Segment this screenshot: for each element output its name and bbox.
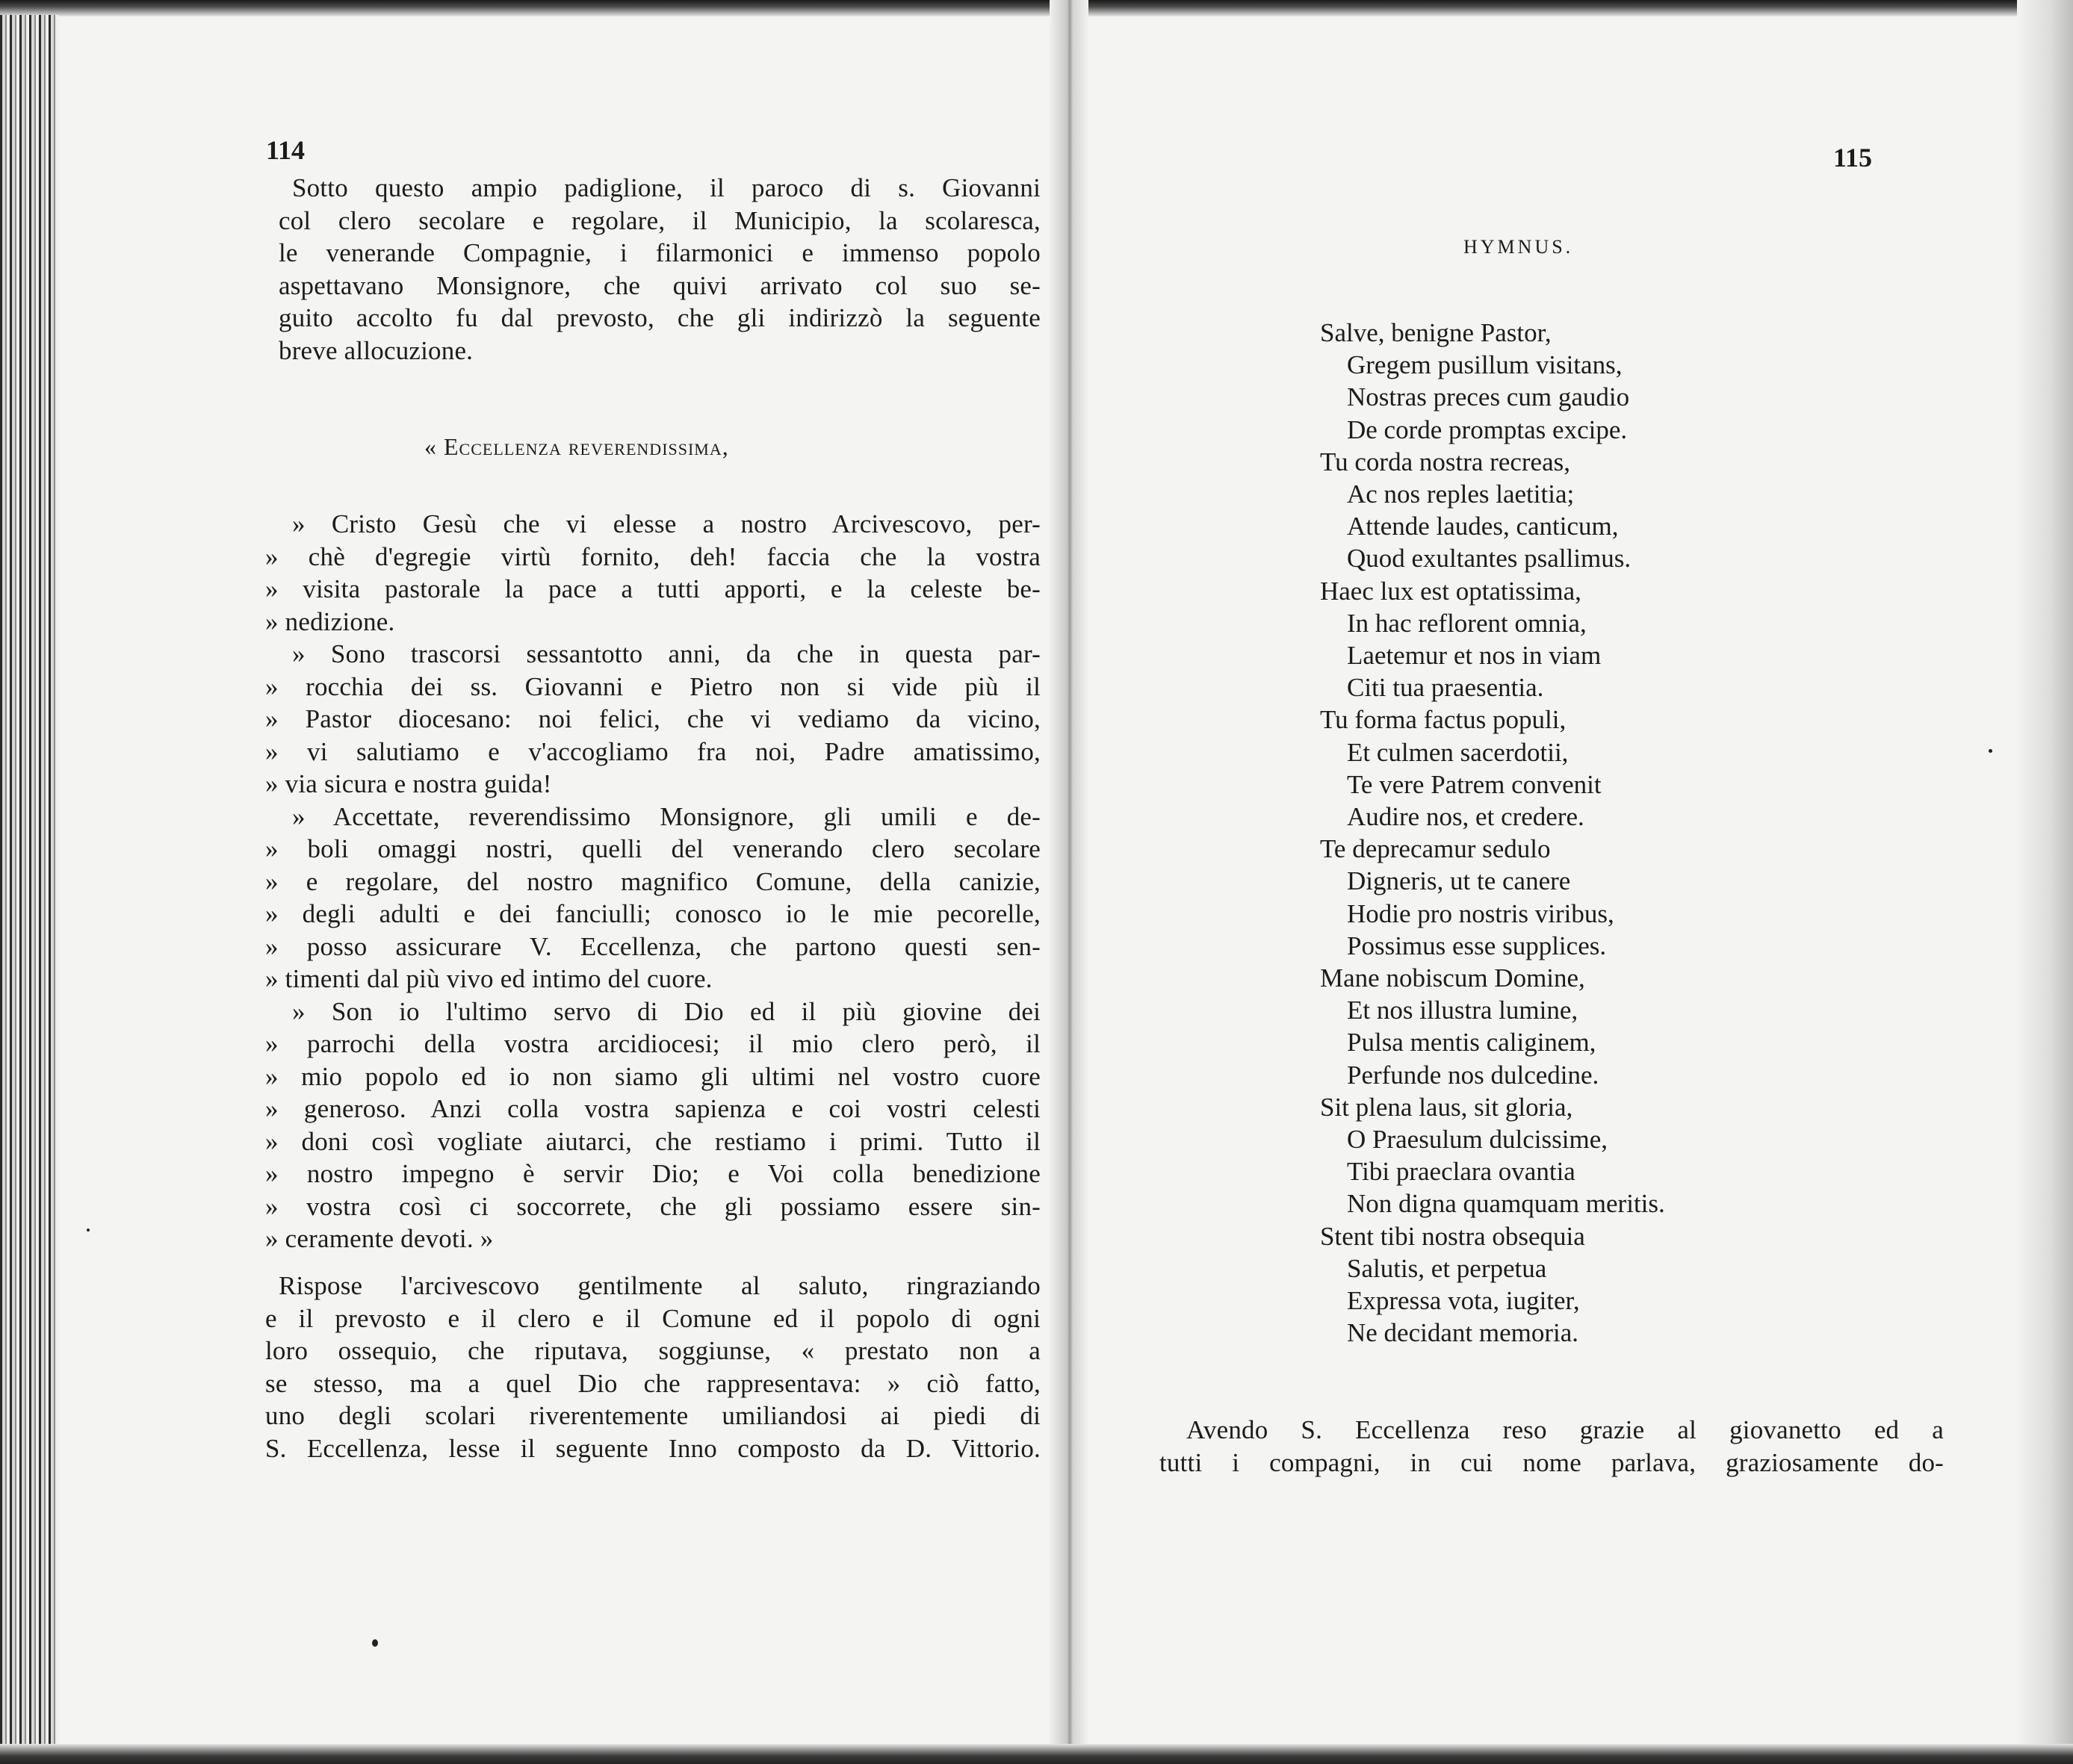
hymn-line: Salve, benigne Pastor, <box>1320 318 1552 347</box>
hymn-line: Ac nos reples laetitia; <box>1347 479 1575 509</box>
hymn-line: Expressa vota, iugiter, <box>1347 1286 1580 1316</box>
ink-speck <box>1989 749 1992 753</box>
text-line: e il prevosto e il clero e il Comune ed il popolo di ogni <box>265 1303 1041 1333</box>
hymn-line: Laetemur et nos in viam <box>1347 641 1602 671</box>
ink-speck <box>372 1639 378 1647</box>
text-line: » ceramente devoti. » <box>265 1224 494 1253</box>
text-line: » mio popolo ed io non siamo gli ultimi nel vostro cuore <box>265 1061 1041 1091</box>
text-line: » chè d'egregie virtù fornito, deh! faccia che la vostra <box>265 541 1041 571</box>
text-line: » vostra così ci soccorrete, che gli possiamo essere sin- <box>265 1191 1041 1221</box>
hymn-line: Tu corda nostra recreas, <box>1320 447 1570 476</box>
hymn-verses <box>1320 317 1665 1350</box>
scan-right-margin <box>2017 0 2073 1764</box>
hymn-line: Attende laudes, canticum, <box>1347 512 1619 541</box>
text-line: » via sicura e nostra guida! <box>265 769 552 798</box>
hymn-line: Haec lux est optatissima, <box>1320 576 1581 606</box>
text-line: » parrochi della vostra arcidiocesi; il mio clero però, il <box>265 1029 1041 1058</box>
hymn-line: Mane nobiscum Domine, <box>1320 963 1585 993</box>
right-page <box>1088 0 2017 1764</box>
text-line: » nedizione. <box>265 606 395 636</box>
hymn-line: Sit plena laus, sit gloria, <box>1320 1092 1573 1122</box>
hymn-line: Perfunde nos dulcedine. <box>1347 1060 1599 1090</box>
hymn-line: In hac reflorent omnia, <box>1347 608 1587 638</box>
hymn-line: Quod exultantes psallimus. <box>1347 544 1632 574</box>
text-line: tutti i compagni, in cui nome parlava, graziosamente do- <box>1159 1447 1944 1477</box>
text-line: Avendo S. Eccellenza reso grazie al giovanetto ed a <box>1186 1415 1944 1444</box>
text-line: » Son io l'ultimo servo di Dio ed il più giovine dei <box>292 996 1041 1026</box>
hymn-line: Citi tua praesentia. <box>1347 673 1544 703</box>
text-line: » Pastor diocesano: noi felici, che vi vediamo da vicino, <box>265 704 1041 733</box>
hymn-line: Salutis, et perpetua <box>1347 1253 1547 1283</box>
hymn-line: Non digna quamquam meritis. <box>1347 1189 1665 1219</box>
hymn-line: Nostras preces cum gaudio <box>1347 382 1630 412</box>
text-line: » rocchia dei ss. Giovanni e Pietro non si vide più il <box>265 671 1041 701</box>
text-line: » degli adulti e dei fanciulli; conosco io le mie pecorelle, <box>265 899 1041 928</box>
left-page <box>58 0 1050 1764</box>
text-line: le venerande Compagnie, i filarmonici e immenso popolo <box>279 238 1041 267</box>
text-line: » posso assicurare V. Eccellenza, che partono questi sen- <box>265 931 1041 961</box>
hymn-line: Hodie pro nostris viribus, <box>1347 898 1614 928</box>
page-number: 114 <box>266 135 306 165</box>
hymn-line: Tu forma factus populi, <box>1320 705 1567 735</box>
text-line: Rispose l'arcivescovo gentilmente al saluto, ringraziando <box>279 1271 1041 1300</box>
text-line: col clero secolare e regolare, il Municipio, la scolaresca, <box>279 205 1041 235</box>
hymn-line: Stent tibi nostra obsequia <box>1320 1221 1585 1251</box>
salutation-text: Eccellenza reverendissima, <box>444 433 729 460</box>
text-line: » Sono trascorsi sessantotto anni, da che in questa par- <box>292 639 1041 668</box>
text-line: » visita pastorale la pace a tutti apporti, e la celeste be- <box>265 574 1041 603</box>
hymn-line: O Praesulum dulcissime, <box>1347 1125 1608 1155</box>
ink-speck <box>87 1229 90 1232</box>
salutation-heading <box>424 433 729 461</box>
text-line: » vi salutiamo e v'accogliamo fra noi, Padre amatissimo, <box>265 736 1041 766</box>
text-line: » generoso. Anzi colla vostra sapienza e coi vostri celesti <box>265 1094 1041 1123</box>
closing-paragraph <box>265 1270 1041 1465</box>
hymn-line: Pulsa mentis caliginem, <box>1347 1028 1596 1058</box>
allocution-speech <box>265 508 1041 1255</box>
text-line: » doni così vogliate aiutarci, che restiamo i primi. Tutto il <box>265 1126 1041 1156</box>
text-line: » nostro impegno è servir Dio; e Voi colla benedizione <box>265 1159 1041 1188</box>
text-line: » boli omaggi nostri, quelli del venerando clero secolare <box>265 834 1041 863</box>
intro-paragraph <box>279 172 1041 367</box>
hymn-title: HYMNUS. <box>1463 236 1574 258</box>
text-line: uno degli scolari riverentemente umiliandosi ai piedi di <box>265 1401 1041 1430</box>
hymn-line: De corde promptas excipe. <box>1347 414 1628 444</box>
book-gutter <box>1050 0 1088 1764</box>
hymn-line: Et culmen sacerdotii, <box>1347 737 1569 767</box>
text-line: breve allocuzione. <box>279 335 474 365</box>
text-line: guito accolto fu dal prevosto, che gli indirizzò la seguente <box>279 303 1041 332</box>
hymn-line: Et nos illustra lumine, <box>1347 996 1578 1025</box>
text-line: » timenti dal più vivo ed intimo del cuore. <box>265 964 713 993</box>
text-line: se stesso, ma a quel Dio che rappresentava: » ciò fatto, <box>265 1368 1041 1398</box>
hymn-line: Te vere Patrem convenit <box>1347 769 1602 799</box>
text-line: Sotto questo ampio padiglione, il paroco di s. Giovanni <box>292 173 1041 202</box>
text-line: aspettavano Monsignore, che quivi arrivato col suo se- <box>279 270 1041 300</box>
text-line: » e regolare, del nostro magnifico Comune, della canizie, <box>265 866 1041 896</box>
page-number: 115 <box>1833 143 1873 173</box>
text-line: » Accettate, reverendissimo Monsignore, gli umili e de- <box>292 801 1041 831</box>
hymn-line: Te deprecamur sedulo <box>1320 834 1551 864</box>
hymn-line: Ne decidant memoria. <box>1347 1318 1579 1348</box>
book-page-edges <box>0 15 58 1744</box>
hymn-line: Possimus esse supplices. <box>1347 931 1607 960</box>
hymn-line: Digneris, ut te canere <box>1347 866 1571 896</box>
closing-paragraph <box>1159 1414 1944 1479</box>
hymn-line: Audire nos, et credere. <box>1347 802 1584 832</box>
text-line: S. Eccellenza, lesse il seguente Inno composto da D. Vittorio. <box>265 1433 1041 1463</box>
hymn-line: Gregem pusillum visitans, <box>1347 350 1623 380</box>
text-line: » Cristo Gesù che vi elesse a nostro Arcivescovo, per- <box>292 509 1041 538</box>
salutation-quote: « <box>424 433 444 460</box>
hymn-line: Tibi praeclara ovantia <box>1347 1157 1575 1187</box>
text-line: loro ossequio, che riputava, soggiunse, « prestato non a <box>265 1336 1041 1365</box>
